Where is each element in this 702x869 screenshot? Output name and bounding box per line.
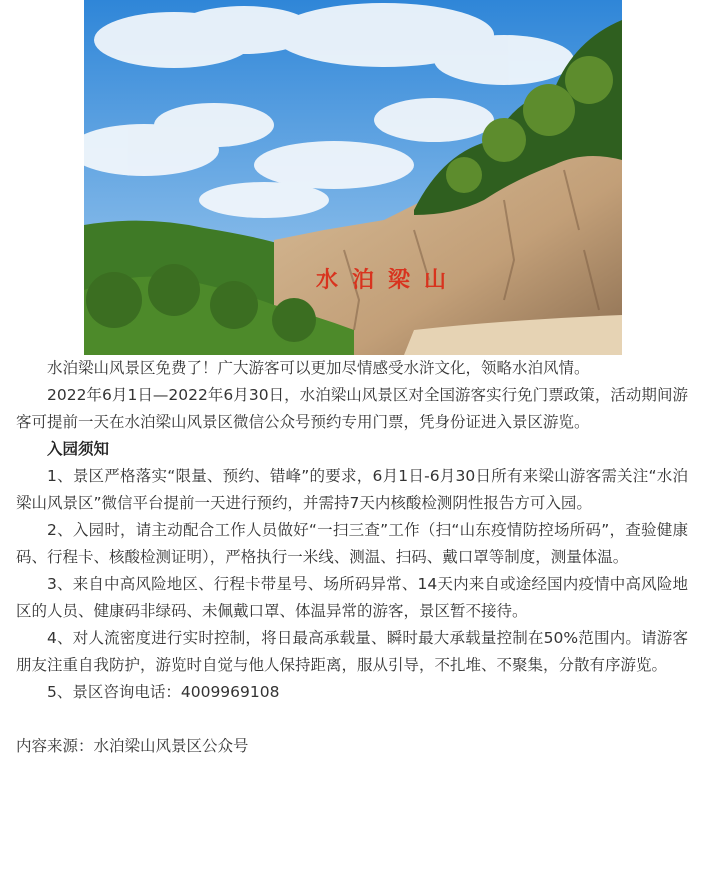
rule-item: 2、入园时，请主动配合工作人员做好“一扫三查”工作（扫“山东疫情防控场所码”，查验健康码、行程卡、核酸检测证明），严格执行一米线、测温、扫码、戴口罩等制度，测量体温。 xyxy=(16,521,688,566)
hero-photo xyxy=(84,0,622,355)
carved-inscription: 水泊梁山 xyxy=(316,267,461,293)
rule-item: 1、景区严格落实“限量、预约、错峰”的要求，6月1日-6月30日所有来梁山游客需关注“水泊梁山风景区”微信平台提前一天进行预约，并需持7天内核酸检测阴性报告方可入园。 xyxy=(16,467,688,512)
rule-item: 4、对人流密度进行实时控制，将日最高承载量、瞬时最大承载量控制在50%范围内。请游客朋友注重自我防护，游览时自觉与他人保持距离，服从引导，不扎堆、不聚集，分散有序游览。 xyxy=(16,629,688,674)
intro-paragraph: 水泊梁山风景区免费了！广大游客可以更加尽情感受水浒文化，领略水泊风情。 xyxy=(47,359,590,377)
article-body xyxy=(16,355,688,760)
content-source: 内容来源：水泊梁山风景区公众号 xyxy=(16,737,249,755)
mountain-cliff-photo-illustration xyxy=(84,0,622,355)
rule-item: 5、景区咨询电话：4009969108 xyxy=(47,683,280,701)
section-heading: 入园须知 xyxy=(47,440,110,458)
rule-item: 3、来自中高风险地区、行程卡带星号、场所码异常、14天内来自或途经国内疫情中高风险地区的人员、健康码非绿码、未佩戴口罩、体温异常的游客，景区暂不接待。 xyxy=(16,575,688,620)
policy-paragraph: 2022年6月1日—2022年6月30日，水泊梁山风景区对全国游客实行免门票政策，活动期间游客可提前一天在水泊梁山风景区微信公众号预约专用门票，凭身份证进入景区游览。 xyxy=(16,386,688,431)
spacer xyxy=(16,706,688,733)
